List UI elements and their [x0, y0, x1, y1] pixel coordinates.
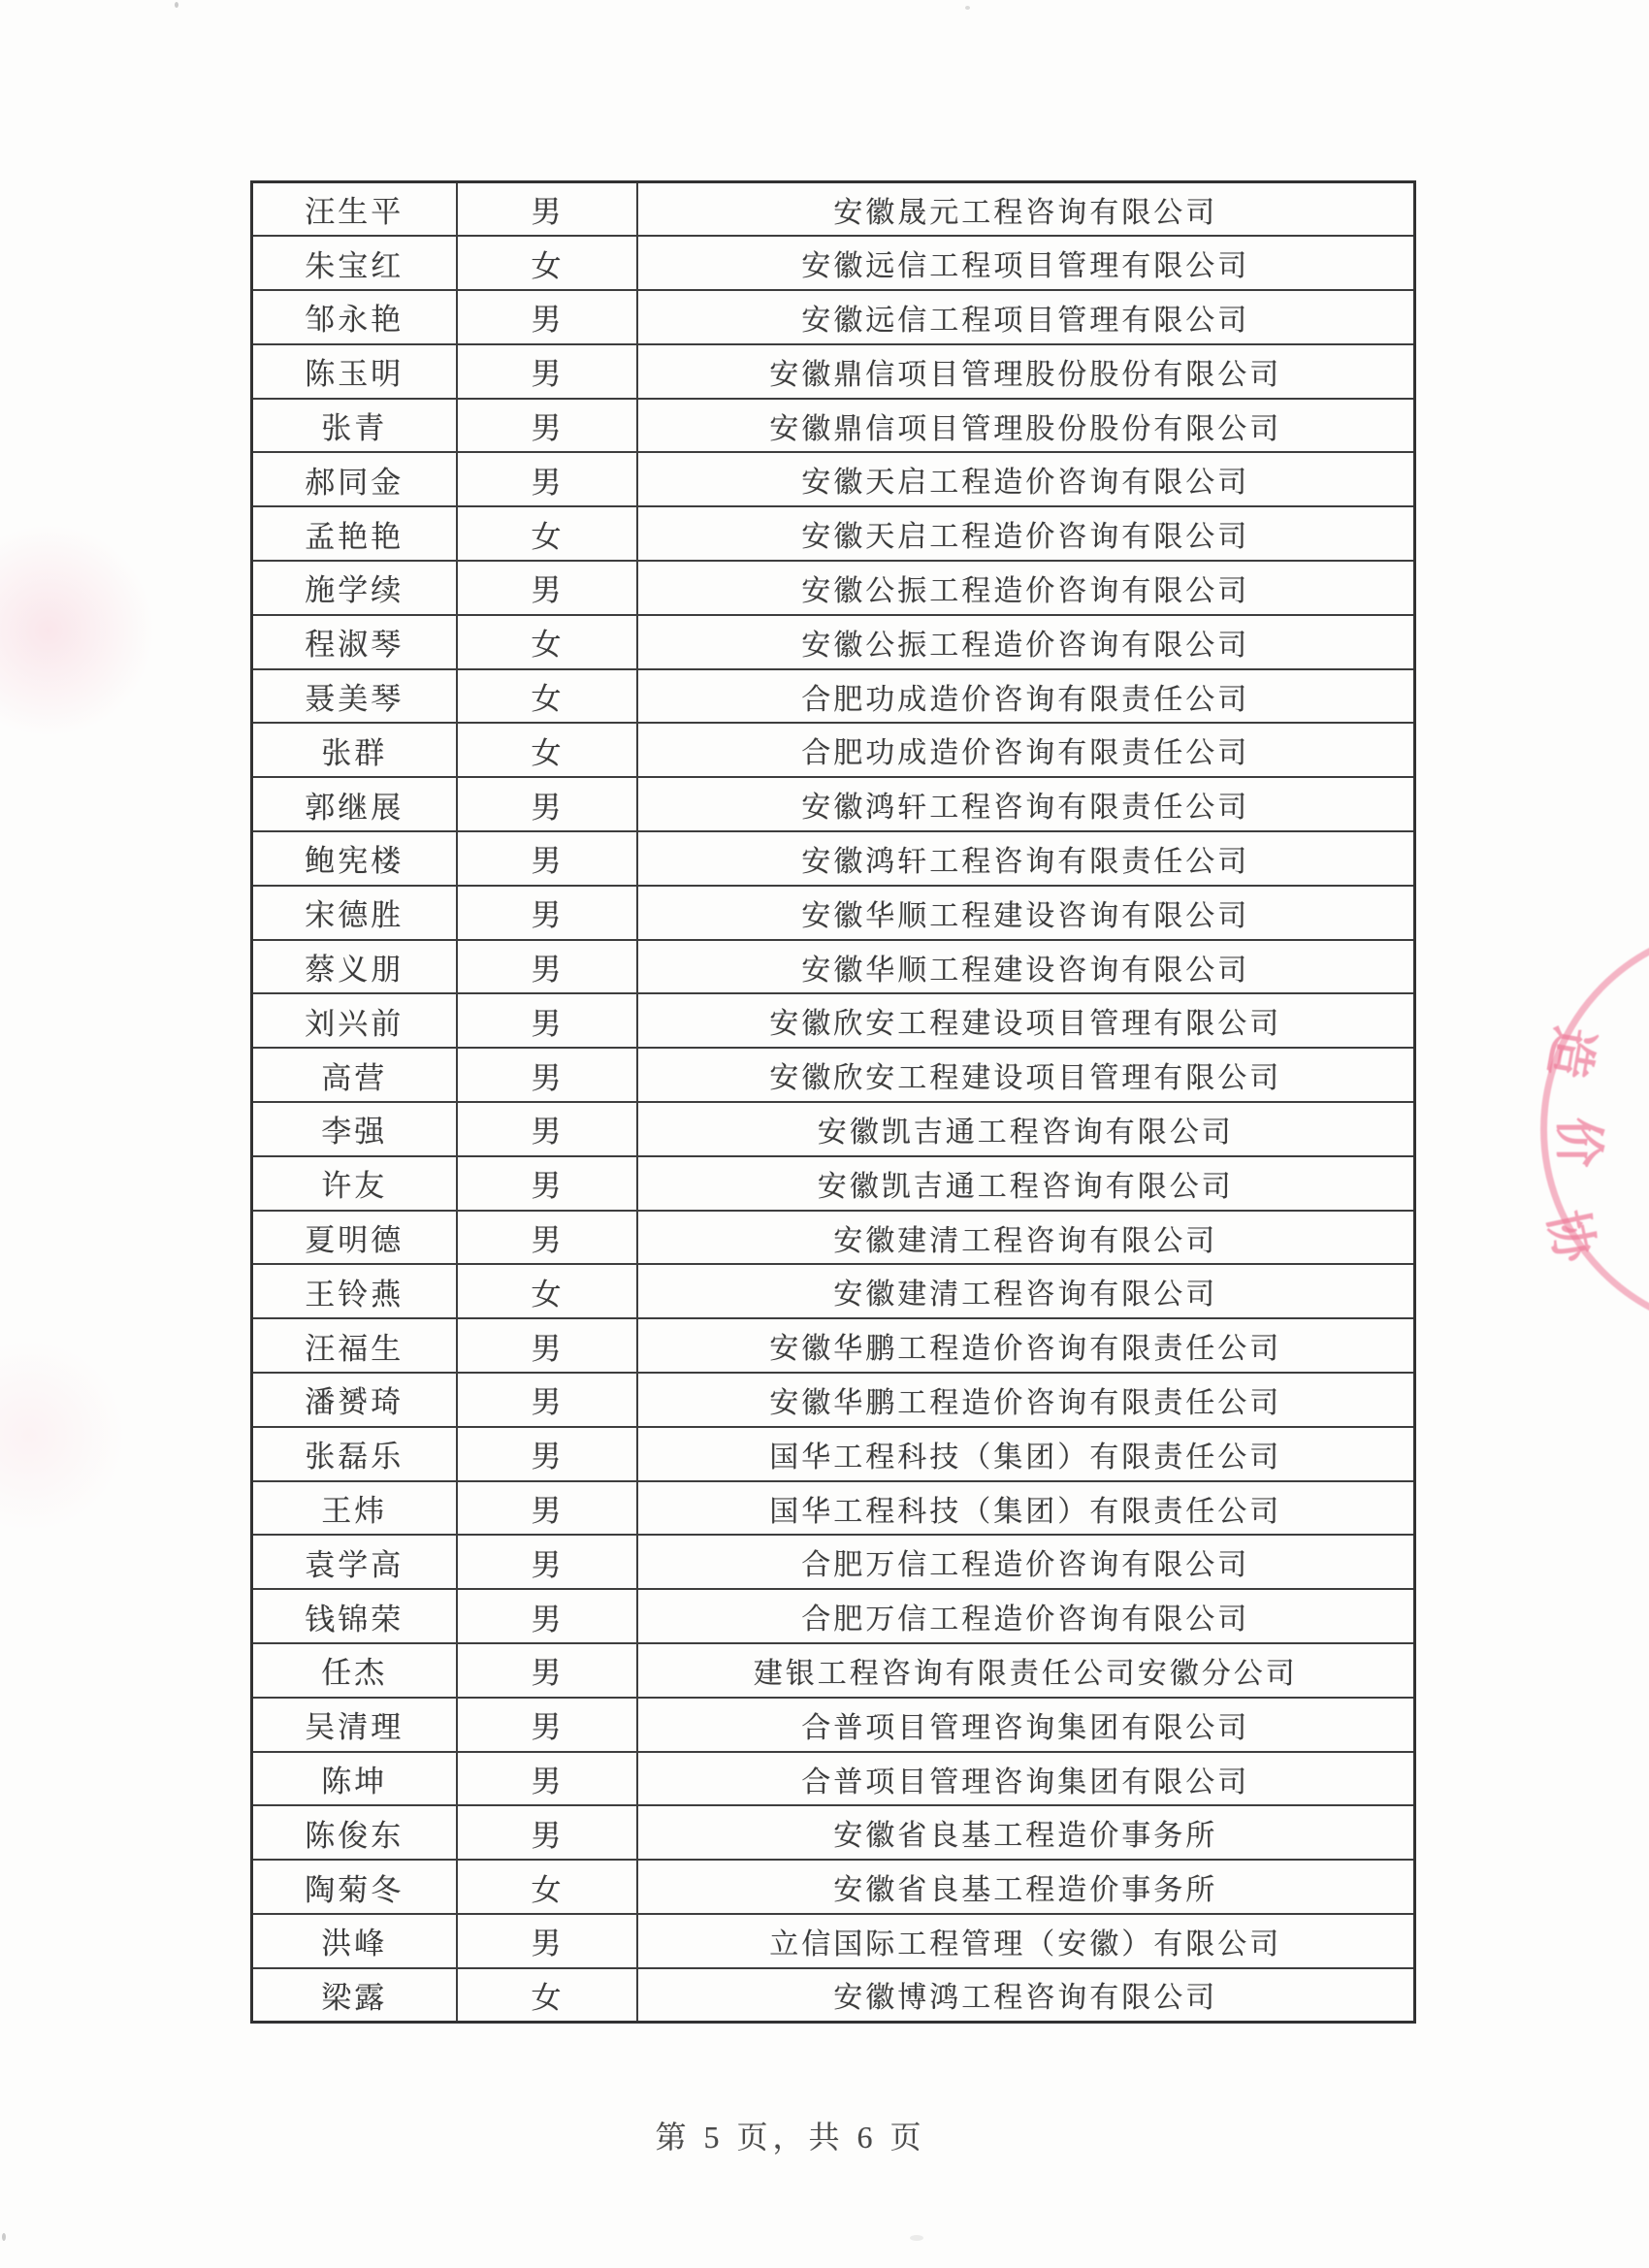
name-cell: 郝同金: [252, 452, 457, 506]
company-cell: 安徽省良基工程造价事务所: [637, 1860, 1415, 1914]
table-row: [252, 1481, 1415, 1536]
table-row: [252, 506, 1415, 561]
table-row: [252, 1102, 1415, 1156]
table-row: [252, 669, 1415, 724]
gender-cell: 女: [457, 506, 637, 561]
name-cell: 袁学高: [252, 1535, 457, 1589]
table-row: [252, 1373, 1415, 1427]
name-cell: 鲍宪楼: [252, 831, 457, 886]
company-cell: 合普项目管理咨询集团有限公司: [637, 1698, 1415, 1752]
gender-cell: 男: [457, 1211, 637, 1265]
scan-speck: [965, 6, 970, 10]
table-row: [252, 777, 1415, 831]
table-row: [252, 1805, 1415, 1860]
table-row: [252, 1535, 1415, 1589]
company-cell: 安徽凯吉通工程咨询有限公司: [637, 1156, 1415, 1211]
page-footer: 第 5 页，共 6 页: [655, 2120, 926, 2155]
name-cell: 汪福生: [252, 1318, 457, 1373]
roster-table-body: [252, 182, 1415, 2023]
roster-table: [250, 180, 1416, 2024]
name-cell: 钱锦荣: [252, 1589, 457, 1643]
name-cell: 蔡义朋: [252, 940, 457, 994]
name-cell: 任杰: [252, 1643, 457, 1698]
company-cell: 安徽建清工程咨询有限公司: [637, 1211, 1415, 1265]
table-row: [252, 1156, 1415, 1211]
gender-cell: 女: [457, 615, 637, 669]
table-row: [252, 290, 1415, 344]
table-row: [252, 1968, 1415, 2023]
name-cell: 张青: [252, 399, 457, 453]
table-row: [252, 344, 1415, 399]
name-cell: 洪峰: [252, 1914, 457, 1968]
company-cell: 国华工程科技（集团）有限责任公司: [637, 1427, 1415, 1481]
company-cell: 安徽华鹏工程造价咨询有限责任公司: [637, 1373, 1415, 1427]
stamp-character: 协: [1536, 1206, 1602, 1268]
stamp-character: 造: [1537, 1021, 1601, 1083]
table-row: [252, 1211, 1415, 1265]
scan-smudge: [0, 1339, 126, 1533]
gender-cell: 男: [457, 993, 637, 1048]
table-row: [252, 723, 1415, 777]
gender-cell: 男: [457, 1318, 637, 1373]
gender-cell: 男: [457, 1481, 637, 1536]
gender-cell: 男: [457, 886, 637, 940]
name-cell: 吴清理: [252, 1698, 457, 1752]
scan-smudge: [0, 524, 155, 737]
gender-cell: 男: [457, 1589, 637, 1643]
name-cell: 程淑琴: [252, 615, 457, 669]
name-cell: 陈玉明: [252, 344, 457, 399]
gender-cell: 女: [457, 669, 637, 724]
gender-cell: 女: [457, 236, 637, 290]
scan-speck: [2, 2233, 6, 2241]
gender-cell: 男: [457, 831, 637, 886]
gender-cell: 男: [457, 1427, 637, 1481]
company-cell: 合肥功成造价咨询有限责任公司: [637, 669, 1415, 724]
gender-cell: 男: [457, 1805, 637, 1860]
table-row: [252, 831, 1415, 886]
table-row: [252, 1318, 1415, 1373]
company-cell: 安徽晟元工程咨询有限公司: [637, 182, 1415, 237]
company-cell: 安徽鼎信项目管理股份股份有限公司: [637, 344, 1415, 399]
table-row: [252, 1048, 1415, 1102]
name-cell: 郭继展: [252, 777, 457, 831]
gender-cell: 男: [457, 182, 637, 237]
table-row: [252, 1752, 1415, 1806]
company-cell: 安徽华顺工程建设咨询有限公司: [637, 886, 1415, 940]
name-cell: 孟艳艳: [252, 506, 457, 561]
gender-cell: 女: [457, 1968, 637, 2023]
gender-cell: 女: [457, 1860, 637, 1914]
gender-cell: 男: [457, 290, 637, 344]
company-cell: 安徽天启工程造价咨询有限公司: [637, 452, 1415, 506]
gender-cell: 男: [457, 1914, 637, 1968]
name-cell: 王铃燕: [252, 1264, 457, 1318]
gender-cell: 男: [457, 1156, 637, 1211]
company-cell: 安徽凯吉通工程咨询有限公司: [637, 1102, 1415, 1156]
gender-cell: 男: [457, 1752, 637, 1806]
company-cell: 安徽博鸿工程咨询有限公司: [637, 1968, 1415, 2023]
company-cell: 立信国际工程管理（安徽）有限公司: [637, 1914, 1415, 1968]
company-cell: 安徽鼎信项目管理股份股份有限公司: [637, 399, 1415, 453]
company-cell: 合普项目管理咨询集团有限公司: [637, 1752, 1415, 1806]
gender-cell: 男: [457, 940, 637, 994]
gender-cell: 男: [457, 452, 637, 506]
company-cell: 安徽公振工程造价咨询有限公司: [637, 615, 1415, 669]
gender-cell: 男: [457, 1643, 637, 1698]
company-cell: 安徽天启工程造价咨询有限公司: [637, 506, 1415, 561]
gender-cell: 男: [457, 399, 637, 453]
name-cell: 王炜: [252, 1481, 457, 1536]
table-row: [252, 940, 1415, 994]
scan-speck: [910, 2235, 923, 2241]
company-cell: 安徽鸿轩工程咨询有限责任公司: [637, 831, 1415, 886]
table-row: [252, 886, 1415, 940]
gender-cell: 男: [457, 1698, 637, 1752]
name-cell: 陶菊冬: [252, 1860, 457, 1914]
name-cell: 潘赟琦: [252, 1373, 457, 1427]
name-cell: 张群: [252, 723, 457, 777]
table-row: [252, 1427, 1415, 1481]
name-cell: 朱宝红: [252, 236, 457, 290]
company-cell: 安徽鸿轩工程咨询有限责任公司: [637, 777, 1415, 831]
company-cell: 合肥万信工程造价咨询有限公司: [637, 1589, 1415, 1643]
gender-cell: 男: [457, 777, 637, 831]
table-row: [252, 399, 1415, 453]
table-row: [252, 1914, 1415, 1968]
table-row: [252, 561, 1415, 615]
company-cell: 合肥万信工程造价咨询有限公司: [637, 1535, 1415, 1589]
company-cell: 建银工程咨询有限责任公司安徽分公司: [637, 1643, 1415, 1698]
company-cell: 安徽省良基工程造价事务所: [637, 1805, 1415, 1860]
stamp-character: 价: [1549, 1117, 1605, 1168]
table-row: [252, 182, 1415, 237]
table-row: [252, 1589, 1415, 1643]
gender-cell: 男: [457, 1048, 637, 1102]
company-cell: 安徽华顺工程建设咨询有限公司: [637, 940, 1415, 994]
table-row: [252, 1860, 1415, 1914]
name-cell: 邹永艳: [252, 290, 457, 344]
table-row: [252, 236, 1415, 290]
gender-cell: 男: [457, 561, 637, 615]
name-cell: 刘兴前: [252, 993, 457, 1048]
company-cell: 安徽欣安工程建设项目管理有限公司: [637, 993, 1415, 1048]
company-cell: 安徽公振工程造价咨询有限公司: [637, 561, 1415, 615]
name-cell: 高营: [252, 1048, 457, 1102]
company-cell: 安徽华鹏工程造价咨询有限责任公司: [637, 1318, 1415, 1373]
name-cell: 陈坤: [252, 1752, 457, 1806]
company-cell: 安徽欣安工程建设项目管理有限公司: [637, 1048, 1415, 1102]
company-cell: 安徽远信工程项目管理有限公司: [637, 290, 1415, 344]
name-cell: 夏明德: [252, 1211, 457, 1265]
company-cell: 国华工程科技（集团）有限责任公司: [637, 1481, 1415, 1536]
gender-cell: 男: [457, 344, 637, 399]
name-cell: 施学续: [252, 561, 457, 615]
name-cell: 陈俊东: [252, 1805, 457, 1860]
table-row: [252, 1264, 1415, 1318]
name-cell: 许友: [252, 1156, 457, 1211]
gender-cell: 男: [457, 1535, 637, 1589]
table-row: [252, 1698, 1415, 1752]
company-cell: 安徽建清工程咨询有限公司: [637, 1264, 1415, 1318]
name-cell: 聂美琴: [252, 669, 457, 724]
table-row: [252, 1643, 1415, 1698]
company-cell: 合肥功成造价咨询有限责任公司: [637, 723, 1415, 777]
gender-cell: 女: [457, 1264, 637, 1318]
table-row: [252, 452, 1415, 506]
company-cell: 安徽远信工程项目管理有限公司: [637, 236, 1415, 290]
gender-cell: 男: [457, 1373, 637, 1427]
name-cell: 宋德胜: [252, 886, 457, 940]
name-cell: 汪生平: [252, 182, 457, 237]
gender-cell: 男: [457, 1102, 637, 1156]
table-row: [252, 993, 1415, 1048]
gender-cell: 女: [457, 723, 637, 777]
scan-speck: [175, 2, 178, 8]
name-cell: 李强: [252, 1102, 457, 1156]
table-row: [252, 615, 1415, 669]
name-cell: 张磊乐: [252, 1427, 457, 1481]
name-cell: 梁露: [252, 1968, 457, 2023]
